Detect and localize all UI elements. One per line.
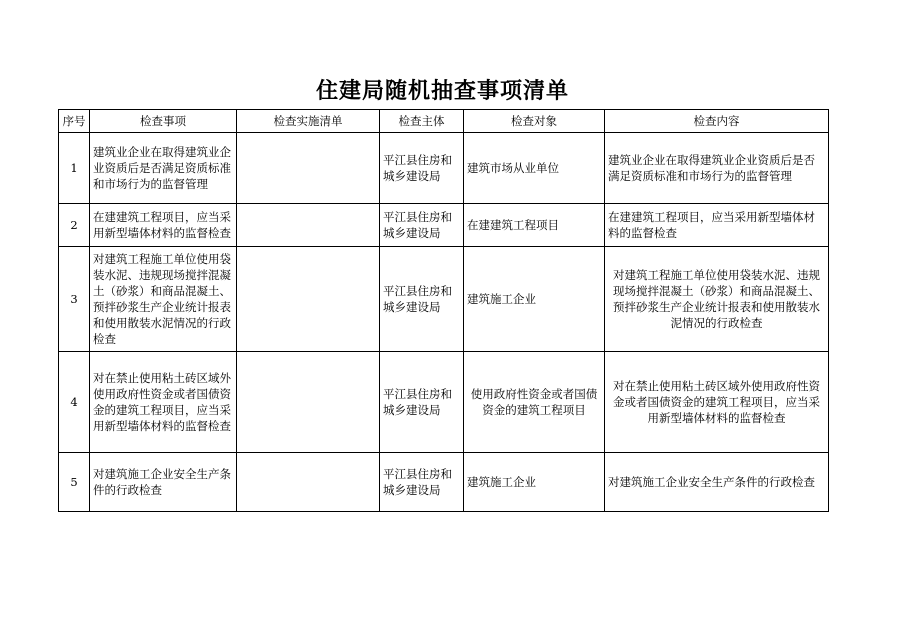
cell-item: 对建筑工程施工单位使用袋装水泥、违规现场搅拌混凝土（砂浆）和商品混凝土、预拌砂浆生产企业统计报表和使用散装水泥情况的行政检查 [90,247,237,352]
cell-content: 对在禁止使用粘土砖区域外使用政府性资金或者国债资金的建筑工程项目，应当采用新型墙体材料的监督检查 [605,352,829,453]
header-content: 检查内容 [605,110,829,133]
inspection-table [58,109,829,512]
cell-list [237,204,380,247]
cell-subject: 平江县住房和城乡建设局 [380,133,464,204]
cell-list [237,247,380,352]
cell-no: 3 [59,247,90,352]
table-row [59,352,829,453]
table-row [59,453,829,512]
cell-no: 4 [59,352,90,453]
table-row [59,247,829,352]
cell-item: 对建筑施工企业安全生产条件的行政检查 [90,453,237,512]
cell-item: 在建建筑工程项目，应当采用新型墙体材料的监督检查 [90,204,237,247]
cell-no: 5 [59,453,90,512]
cell-object: 在建建筑工程项目 [464,204,605,247]
cell-content: 建筑业企业在取得建筑业企业资质后是否满足资质标准和市场行为的监督管理 [605,133,829,204]
cell-item: 对在禁止使用粘土砖区域外使用政府性资金或者国债资金的建筑工程项目，应当采用新型墙体材料的监督检查 [90,352,237,453]
header-row [59,110,829,133]
cell-no: 1 [59,133,90,204]
cell-object: 使用政府性资金或者国债资金的建筑工程项目 [464,352,605,453]
header-item: 检查事项 [90,110,237,133]
cell-object: 建筑施工企业 [464,247,605,352]
cell-content: 对建筑施工企业安全生产条件的行政检查 [605,453,829,512]
cell-content: 在建建筑工程项目，应当采用新型墙体材料的监督检查 [605,204,829,247]
page-title: 住建局随机抽查事项清单 [315,79,569,104]
header-list: 检查实施清单 [237,110,380,133]
cell-subject: 平江县住房和城乡建设局 [380,352,464,453]
cell-list [237,133,380,204]
header-object: 检查对象 [464,110,605,133]
cell-list [237,352,380,453]
header-subject: 检查主体 [380,110,464,133]
header-no: 序号 [59,110,90,133]
cell-object: 建筑市场从业单位 [464,133,605,204]
cell-content: 对建筑工程施工单位使用袋装水泥、违规现场搅拌混凝土（砂浆）和商品混凝土、预拌砂浆生产企业统计报表和使用散装水泥情况的行政检查 [605,247,829,352]
cell-subject: 平江县住房和城乡建设局 [380,204,464,247]
table-row [59,133,829,204]
cell-list [237,453,380,512]
table-row [59,204,829,247]
cell-item: 建筑业企业在取得建筑业企业资质后是否满足资质标准和市场行为的监督管理 [90,133,237,204]
cell-object: 建筑施工企业 [464,453,605,512]
cell-subject: 平江县住房和城乡建设局 [380,453,464,512]
cell-subject: 平江县住房和城乡建设局 [380,247,464,352]
cell-no: 2 [59,204,90,247]
